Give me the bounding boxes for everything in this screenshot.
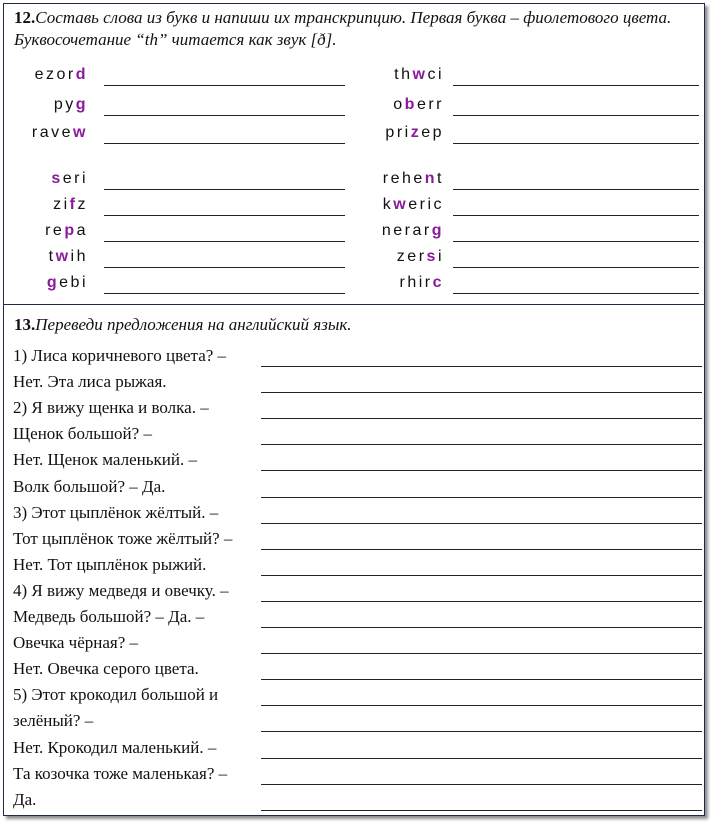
word-letters: eri (62, 170, 88, 187)
task-12-number: 12. (14, 8, 36, 27)
task-13-instruction (14, 315, 352, 335)
word-letters: t (48, 248, 56, 265)
scrambled-word (360, 274, 444, 292)
answer-line[interactable] (104, 115, 345, 116)
answer-line[interactable] (104, 293, 345, 294)
scrambled-word (4, 274, 88, 292)
answer-line[interactable] (261, 627, 702, 628)
sentence-text: Нет. Эта лиса рыжая. (13, 372, 167, 392)
scrambled-word (4, 170, 88, 188)
first-letter: w (55, 248, 71, 265)
word-letters: th (394, 66, 413, 83)
answer-line[interactable] (453, 241, 699, 242)
task-13-text: Переведи предложения на английский язык. (35, 315, 352, 334)
sentence-text: 4) Я вижу медведя и овечку. – (13, 580, 229, 600)
first-letter: w (412, 66, 428, 83)
sentence-text: Щенок большой? – (13, 424, 152, 444)
scrambled-word (360, 66, 444, 84)
answer-line[interactable] (261, 549, 702, 550)
first-letter: g (46, 274, 60, 291)
scrambled-word (4, 196, 88, 214)
answer-line[interactable] (104, 85, 345, 86)
answer-line[interactable] (261, 575, 702, 576)
first-letter: b (404, 96, 417, 113)
word-letters: rhir (399, 274, 433, 291)
answer-line[interactable] (261, 366, 702, 367)
first-letter: w (393, 196, 409, 213)
scrambled-word (360, 196, 444, 214)
word-letters: pri (385, 124, 411, 141)
word-letters: re (45, 222, 65, 239)
first-letter: g (431, 222, 444, 239)
first-letter: d (75, 66, 88, 83)
sentence-text: Нет. Тот цыплёнок рыжий. (13, 554, 207, 574)
first-letter: s (51, 170, 63, 187)
first-letter: c (432, 274, 444, 291)
word-letters: zer (396, 248, 427, 265)
word-letters: z (77, 196, 88, 213)
first-letter: s (426, 248, 438, 265)
section-divider (4, 304, 704, 305)
answer-line[interactable] (261, 392, 702, 393)
first-letter: g (75, 96, 88, 113)
word-letters: i (437, 248, 444, 265)
answer-line[interactable] (261, 784, 702, 785)
sentence-text: Та козочка тоже маленькая? – (13, 763, 228, 783)
word-letters: t (437, 170, 444, 187)
sentence-text: Волк большой? – Да. (13, 476, 166, 496)
task-12-instruction (14, 7, 694, 51)
scrambled-word (4, 124, 88, 142)
answer-line[interactable] (453, 293, 699, 294)
sentence-text: 1) Лиса коричневого цвета? – (13, 346, 227, 365)
word-letters: ih (70, 248, 88, 265)
sentence-text: 2) Я вижу щенка и волка. – (13, 398, 209, 418)
sentence-text: Овечка чёрная? – (13, 633, 139, 653)
sentence-text: Нет. Крокодил маленький. – (13, 737, 217, 757)
answer-line[interactable] (453, 189, 699, 190)
answer-line[interactable] (261, 731, 702, 732)
scrambled-word (4, 222, 88, 240)
word-letters: ep (421, 124, 444, 141)
word-letters: py (53, 96, 76, 113)
scrambled-word (4, 96, 88, 114)
answer-line[interactable] (104, 215, 345, 216)
first-letter: w (73, 124, 88, 141)
sentence-text: 3) Этот цыплёнок жёлтый. – (13, 502, 219, 522)
word-letters: ezor (34, 66, 76, 83)
sentence-text: Медведь большой? – Да. – (13, 607, 205, 626)
answer-line[interactable] (261, 470, 702, 471)
first-letter: f (69, 196, 78, 213)
sentence-text: Да. (13, 789, 37, 809)
answer-line[interactable] (104, 189, 345, 190)
word-letters: ci (427, 66, 444, 83)
answer-line[interactable] (261, 679, 702, 680)
word-letters: err (416, 96, 444, 113)
worksheet-frame (3, 3, 705, 816)
answer-line[interactable] (261, 523, 702, 524)
word-letters: o (393, 96, 405, 113)
answer-line[interactable] (261, 653, 702, 654)
word-letters: k (382, 196, 394, 213)
answer-line[interactable] (453, 215, 699, 216)
first-letter: n (424, 170, 438, 187)
task-12-text: Составь слова из букв и напиши их транскрипцию. Первая буква – фиолетового цвета. Буквосочетание “th” читается как звук [ð]. (14, 8, 672, 49)
answer-line[interactable] (261, 601, 702, 602)
task-13-number: 13. (14, 315, 36, 334)
scrambled-word (360, 96, 444, 114)
word-letters: eric (408, 196, 444, 213)
sentence-text: Нет. Щенок маленький. – (13, 450, 197, 470)
scrambled-word (4, 248, 88, 266)
scrambled-word (360, 222, 444, 240)
scrambled-word (360, 248, 444, 266)
first-letter: z (410, 124, 422, 141)
word-letters: rehe (382, 170, 425, 187)
scrambled-word (360, 170, 444, 188)
word-letters: zi (53, 196, 70, 213)
answer-line[interactable] (104, 267, 345, 268)
word-letters: a (76, 222, 88, 239)
answer-line[interactable] (261, 758, 702, 759)
answer-line[interactable] (261, 497, 702, 498)
answer-line[interactable] (261, 418, 702, 419)
sentence-text: 5) Этот крокодил большой и (13, 685, 219, 705)
word-letters: rave (31, 124, 74, 141)
sentence-text: зелёный? – (13, 711, 94, 731)
answer-line[interactable] (453, 115, 699, 116)
sentence-text: Нет. Овечка серого цвета. (13, 659, 199, 679)
word-letters: nerar (381, 222, 432, 239)
answer-line[interactable] (261, 444, 702, 445)
answer-line[interactable] (453, 143, 699, 144)
first-letter: p (64, 222, 77, 239)
sentence-text: Тот цыплёнок тоже жёлтый? – (13, 528, 233, 548)
word-letters: ebi (59, 274, 88, 291)
scrambled-word (4, 66, 88, 84)
scrambled-word (360, 124, 444, 142)
answer-line[interactable] (453, 267, 699, 268)
answer-line[interactable] (104, 143, 345, 144)
answer-line[interactable] (261, 705, 702, 706)
answer-line[interactable] (453, 85, 699, 86)
answer-line[interactable] (261, 810, 702, 811)
answer-line[interactable] (104, 241, 345, 242)
